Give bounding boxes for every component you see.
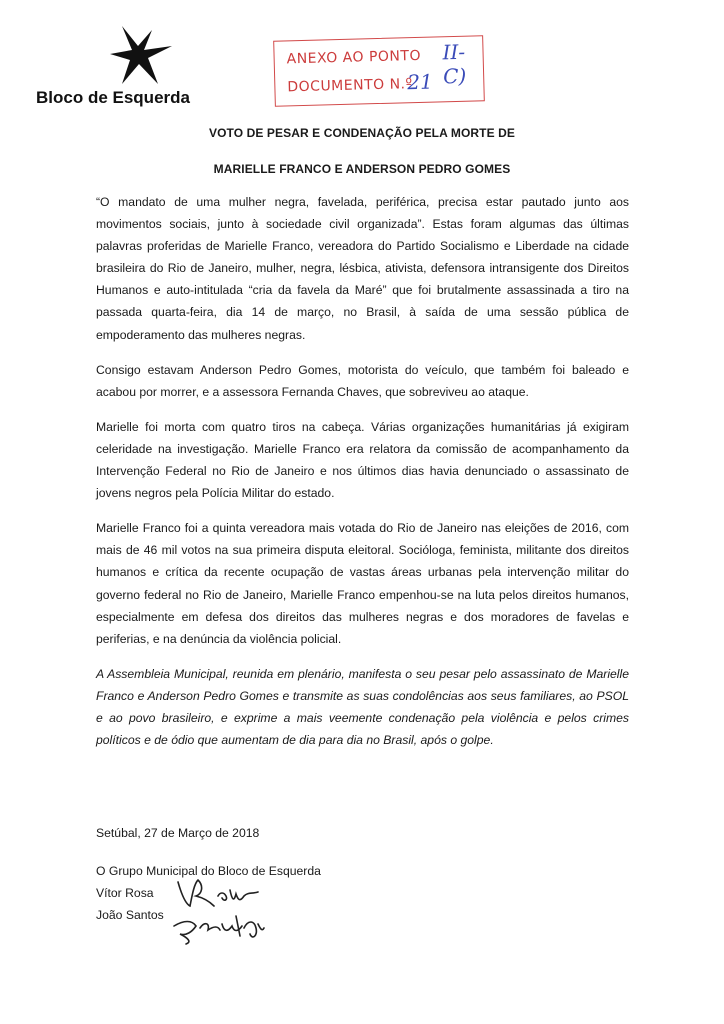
paragraph-investigation: Marielle foi morta com quatro tiros na cabeça. Várias organizações humanitárias já exigiram celeridade na investigação. Marielle Franco era relatora da comissão de acompanhamento da Intervenção Federal no Rio de Janeiro e nos últimos dias havia denunciado o assassinato de jovens negros pela Polícia Militar do estado. bbox=[96, 419, 629, 501]
paragraph-biography: Marielle Franco foi a quinta vereadora mais votada do Rio de Janeiro nas eleições de 2016, com mais de 46 mil votos na sua primeira disputa eleitoral. Socióloga, feminista, militante dos direitos humanos e crítica da recente ocupação de vastas áreas urbanas pela intervenção militar do governo federal no Rio de Janeiro, Marielle Franco empenhou-se na luta pelos direitos humanos, especialmente em defesa dos direitos das mulheres negras e dos moradores de favelas e periferias, e na denúncia da violência policial. bbox=[96, 521, 629, 646]
annex-stamp bbox=[273, 35, 485, 106]
paragraph-resolution: A Assembleia Municipal, reunida em plenário, manifesta o seu pesar pelo assassinato de Marielle Franco e Anderson Pedro Gomes e transmite as suas condolências aos seus familiares, ao PSOL e ao povo brasileiro, e exprime a mais veemente condenação pela violência e pelos crimes políticos e de ódio que aumentam de dia para dia no Brasil, após o golpe. bbox=[96, 666, 629, 748]
logo-text: Bloco de Esquerda bbox=[36, 88, 190, 107]
document-title-line-1: VOTO DE PESAR E CONDENAÇÃO PELA MORTE DE bbox=[208, 126, 516, 140]
signature-joao-santos bbox=[170, 906, 266, 946]
document-body bbox=[96, 191, 629, 764]
place-and-date: Setúbal, 27 de Março de 2018 bbox=[96, 826, 260, 840]
paragraph-quote: “O mandato de uma mulher negra, favelada, periférica, precisa estar pautado junto aos movimentos sociais, junto à sociedade civil organizada”. Estas foram algumas das últimas palavras proferidas de Marielle Franco, vereadora do Partido Socialismo e Liberdade na cidade brasileira do Rio de Janeiro, mulher, negra, lésbica, ativista, defensora intransigente dos Direitos Humanos e auto-intitulada “cria da favela da Maré” que foi brutalmente assassinada a tiro na passada quarta-feira, dia 14 de março, no Brasil, à saída de uma sessão pública de empoderamento das mulheres negras. bbox=[96, 195, 629, 342]
stamp-annex-label: ANEXO AO PONTO bbox=[286, 47, 422, 68]
signatory-2: João Santos bbox=[96, 908, 164, 922]
stamp-document-number: 21 bbox=[406, 69, 434, 95]
signature-vitor-rosa bbox=[174, 876, 266, 910]
stamp-document-label: DOCUMENTO N.º bbox=[287, 76, 413, 96]
star-figure-icon bbox=[108, 24, 174, 86]
signatory-1: Vítor Rosa bbox=[96, 886, 154, 900]
bloco-de-esquerda-logo bbox=[36, 24, 206, 114]
paragraph-victims: Consigo estavam Anderson Pedro Gomes, motorista do veículo, que também foi baleado e acabou por morrer, e a assessora Fernanda Chaves, que sobreviveu ao ataque. bbox=[96, 362, 629, 399]
group-name: O Grupo Municipal do Bloco de Esquerda bbox=[96, 864, 321, 878]
document-title-line-2: MARIELLE FRANCO E ANDERSON PEDRO GOMES bbox=[213, 162, 511, 176]
stamp-point-number: II-C) bbox=[442, 39, 467, 89]
